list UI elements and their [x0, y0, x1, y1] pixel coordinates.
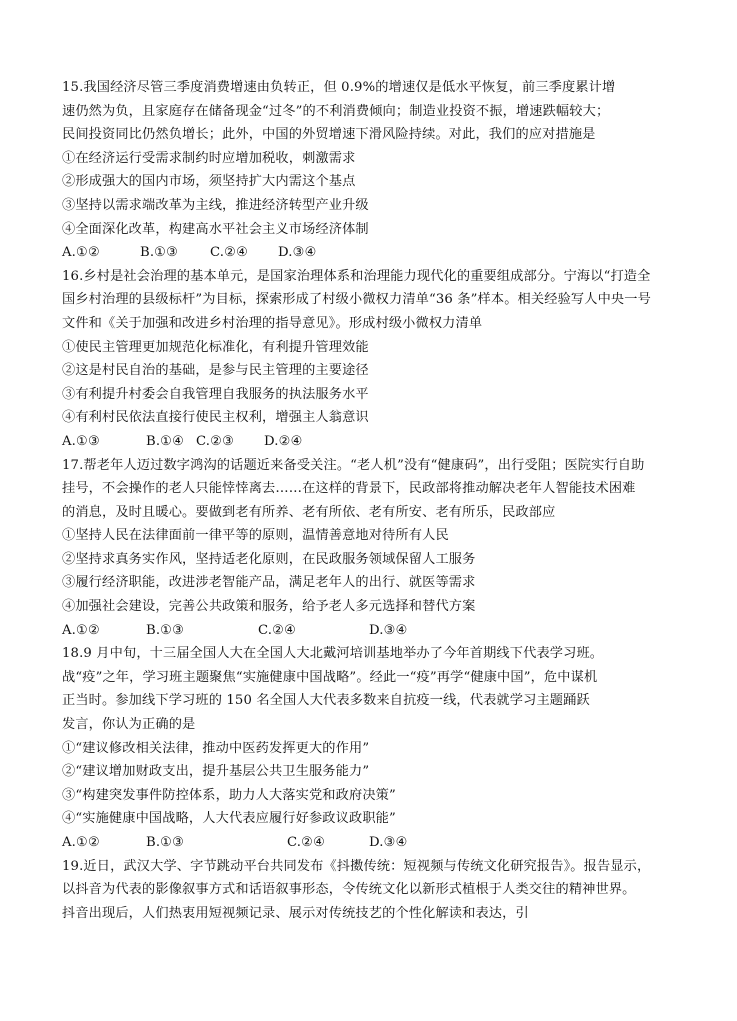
statement-item: ②形成强大的国内市场，须坚持扩大内需这个基点 — [62, 174, 356, 190]
statement-item: ④全面深化改革，构建高水平社会主义市场经济体制 — [62, 221, 369, 237]
statement-item: ③“构建突发事件防控体系，助力人大落实党和政府决策” — [62, 787, 396, 803]
option-a: A.①② — [62, 245, 100, 261]
question-stem-line: 15.我国经济尽管三季度消费增速由负转正，但 0.9%的增速仅是低水平恢复，前三季度累计增 — [62, 80, 616, 95]
answer-options — [62, 619, 682, 643]
question-stem-line: 18.9 月中旬，十三届全国人大在全国人大北戴河培训基地举办了今年首期线下代表学习班。 — [62, 646, 604, 662]
option-c: C.②④ — [210, 245, 249, 261]
option-d: D.③④ — [278, 245, 317, 261]
statement-item: ②坚持求真务实作风，坚持适老化原则，在民政服务领域保留人工服务 — [62, 551, 476, 567]
question-stem-line: 以抖音为代表的影像叙事方式和话语叙事形态，令传统文化以新形式植根于人类交往的精神世界。 — [62, 882, 636, 898]
option-c: C.②④ — [287, 835, 326, 850]
option-c: C.②④ — [258, 622, 297, 638]
option-a: A.①② — [62, 835, 100, 850]
question-stem-line: 挂号，不会操作的老人只能悻悻离去……在这样的背景下，民政部将推动解决老年人智能技术困难 — [62, 481, 636, 497]
question-stem-line: 速仍然为负，且家庭存在储备现金“过冬”的不利消费倾向；制造业投资不振，增速跌幅较大； — [62, 103, 610, 119]
statement-item: ①在经济运行受需求制约时应增加税收，刺激需求 — [62, 150, 356, 166]
option-b: B.①③ — [140, 245, 179, 261]
question-18 — [62, 642, 682, 854]
statement-item: ①“建议修改相关法律，推动中医药发挥更大的作用” — [62, 740, 370, 756]
question-stem-line: 正当时。参加线下学习班的 150 名全国人大代表多数来自抗疫一线，代表就学习主题踊跃 — [62, 693, 590, 709]
answer-options — [62, 241, 682, 265]
statement-item: ④有利村民依法直接行使民主权利，增强主人翁意识 — [62, 410, 369, 426]
question-stem-line: 战“疫”之年，学习班主题聚焦“实施健康中国战略”。经此一“疫”再学“健康中国”，危中谋机 — [62, 669, 598, 685]
question-stem-line: 17.帮老年人迈过数字鸿沟的话题近来备受关注。“老人机”没有“健康码”，出行受阻；医院实行自助 — [62, 457, 645, 473]
statement-item: ①使民主管理更加规范化标准化，有利提升管理效能 — [62, 339, 369, 355]
statement-item: ③有利提升村委会自我管理自我服务的执法服务水平 — [62, 386, 369, 402]
question-stem-line: 民间投资同比仍然负增长；此外，中国的外贸增速下滑风险持续。对此，我们的应对措施是 — [62, 127, 596, 143]
option-b: B.①④ — [146, 433, 185, 449]
statement-item: ③坚持以需求端改革为主线，推进经济转型产业升级 — [62, 197, 369, 213]
question-stem-line: 文件和《关于加强和改进乡村治理的指导意见》。形成村级小微权力清单 — [62, 315, 483, 331]
statement-item: ②这是村民自治的基础，是参与民主管理的主要途径 — [62, 363, 369, 379]
statement-item: ④“实施健康中国战略，人大代表应履行好参政议政职能” — [62, 811, 396, 827]
option-a: A.①② — [62, 622, 100, 638]
question-stem-line: 19.近日，武汉大学、字节跳动平台共同发布《抖擞传统：短视频与传统文化研究报告》。报告显示， — [62, 858, 651, 874]
question-17 — [62, 454, 682, 643]
statement-item: ①坚持人民在法律面前一律平等的原则，温情善意地对待所有人民 — [62, 528, 449, 544]
question-19 — [62, 855, 682, 926]
statement-item: ②“建议增加财政支出，提升基层公共卫生服务能力” — [62, 764, 370, 780]
question-stem-line: 发言，你认为正确的是 — [62, 717, 196, 733]
question-stem-line: 抖音出现后，人们热衷用短视频记录、展示对传统技艺的个性化解读和表达，引 — [62, 905, 529, 921]
question-15 — [62, 76, 682, 265]
option-d: D.③④ — [369, 835, 408, 850]
statement-item: ④加强社会建设，完善公共政策和服务，给予老人多元选择和替代方案 — [62, 599, 476, 615]
statement-item: ③履行经济职能，改进涉老智能产品，满足老年人的出行、就医等需求 — [62, 575, 476, 591]
option-c: C.②③ — [196, 433, 235, 449]
option-b: B.①③ — [146, 622, 185, 638]
question-stem-line: 16.乡村是社会治理的基本单元，是国家治理体系和治理能力现代化的重要组成部分。宁海以“打造全 — [62, 268, 651, 284]
option-d: D.③④ — [369, 622, 408, 638]
exam-page — [62, 76, 682, 925]
question-16 — [62, 265, 682, 454]
answer-options — [62, 831, 682, 855]
option-b: B.①③ — [146, 835, 185, 850]
answer-options — [62, 430, 682, 454]
question-stem-line: 国乡村治理的县级标杆”为目标，探索形成了村级小微权力清单“36 条”样本。相关经验写人中央一号 — [62, 292, 651, 308]
option-d: D.②④ — [264, 433, 303, 449]
option-a: A.①③ — [62, 433, 100, 449]
question-stem-line: 的消息，及时且暖心。要做到老有所养、老有所依、老有所安、老有所乐，民政部应 — [62, 504, 556, 520]
